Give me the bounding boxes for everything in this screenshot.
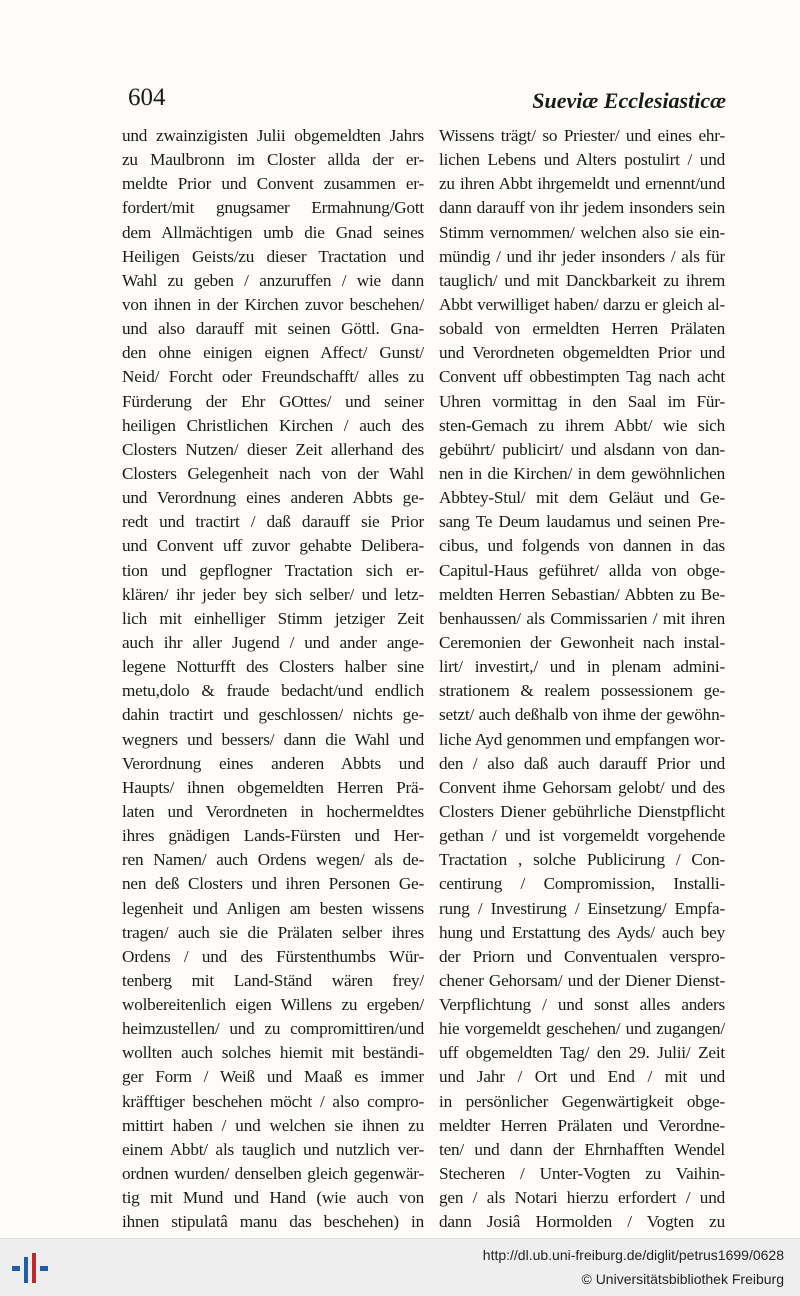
text-line: und Verordneten obgemeldten Prior und — [439, 343, 725, 363]
text-line: heimzustellen/ und zu compromittiren/und — [122, 1019, 424, 1039]
page-header — [120, 84, 730, 120]
text-line: Fürderung der Ehr GOttes/ und seiner — [122, 391, 424, 411]
text-line: chener Gehorsam/ und der Diener Dienst- — [439, 970, 725, 990]
running-title: Sueviæ Ecclesiasticæ — [532, 88, 726, 113]
text-line: Closters Diener gebührliche Dienstpflicht — [439, 801, 725, 821]
text-line: sang Te Deum laudamus und seinen Pre- — [439, 512, 725, 532]
text-line: wolbereitenlich eigen Willens zu ergeben/ — [122, 995, 424, 1015]
text-line: mündig / und ihr jeder insonders / als für — [439, 246, 725, 266]
text-line: Wissens trägt/ so Priester/ und eines ehr- — [439, 126, 725, 145]
text-line: Verpflichtung / und sonst alles anders — [439, 995, 725, 1015]
text-line: nen deß Closters und ihren Personen Ge- — [122, 874, 424, 894]
text-line: den ohne einigen eignen Affect/ Gunst/ — [122, 343, 424, 363]
text-line: Ceremonien der Gewonheit nach instal- — [439, 632, 725, 652]
text-line: strationem & realem possessionem ge- — [439, 681, 725, 701]
text-line: liche Ayd genommen und empfangen wor- — [439, 729, 725, 749]
text-line: dahin tractirt und geschlossen/ nichts ge- — [122, 705, 424, 725]
text-line: dem Allmächtigen umb die Gnad seines — [122, 222, 424, 242]
text-line: uff obgemeldten Tag/ den 29. Julii/ Zeit — [439, 1043, 725, 1063]
text-line: Closters Nutzen/ dieser Zeit allerhand des — [122, 439, 424, 459]
text-line: ger Form / Weiß und Maaß es immer — [122, 1067, 424, 1087]
text-line: cibus, und folgends von dannen in das — [439, 536, 725, 556]
text-line: Convent ihme Gehorsam gelobt/ und des — [439, 777, 725, 797]
text-line: legenheit und Anligen am besten wissens — [122, 898, 424, 918]
text-line: Closters Gelegenheit nach von der Wahl — [122, 463, 424, 483]
text-line: Tractation , solche Publicirung / Con- — [439, 850, 725, 870]
text-line: lirt/ investirt,/ und in plenam admini- — [439, 657, 725, 677]
text-line: Neid/ Forcht oder Freundschafft/ alles zu — [122, 367, 424, 387]
ub-freiburg-logo-icon — [10, 1251, 52, 1287]
text-line: dann darauff von ihr jedem insonders sein — [439, 198, 725, 218]
text-line: Stimm vernommen/ welchen also sie ein- — [439, 222, 725, 242]
text-line: Abbt verwilliget haben/ darzu er gleich al- — [439, 294, 725, 314]
text-line: gethan / und ist vorgemeldt vorgehende — [439, 826, 725, 846]
text-line: den / also daß auch darauff Prior und — [439, 753, 725, 773]
text-line: wollten auch solches hiemit mit beständi- — [122, 1043, 424, 1063]
copyright-notice: © Universitätsbibliothek Freiburg — [581, 1271, 784, 1287]
text-line: meldter Herren Prälaten und Verordne- — [439, 1115, 725, 1135]
text-line: ihres gnädigen Lands-Fürsten und Her- — [122, 826, 424, 846]
viewer-footer — [0, 1238, 800, 1296]
text-line: fordert/mit gnugsamer Ermahnung/Gott — [122, 198, 424, 218]
text-line: Wahl zu geben / anzuruffen / wie dann — [122, 270, 424, 290]
text-line: sten-Gemach zu ihrem Abbt/ wie sich — [439, 415, 725, 435]
text-line: ihnen stipulatâ manu das beschehen) in — [122, 1212, 424, 1232]
right-text-column — [439, 124, 725, 1238]
text-line: Convent uff obbestimpten Tag nach acht — [439, 367, 725, 387]
text-line: ren Namen/ auch Ordens wegen/ als de- — [122, 850, 424, 870]
text-line: lich mit einhelliger Stimm jetziger Zeit — [122, 608, 424, 628]
text-line: zu Maulbronn im Closter allda der er- — [122, 150, 424, 170]
text-line: und Jahr / Ort und End / mit und — [439, 1067, 725, 1087]
text-line: in persönlicher Gegenwärtigkeit obge- — [439, 1091, 725, 1111]
text-line: Verordnung eines anderen Abbts und — [122, 753, 424, 773]
text-line: zu ihren Abbt ihrgemeldt und ernennt/und — [439, 174, 725, 194]
text-line: mittirt haben / und welchen sie ihnen zu — [122, 1115, 424, 1135]
text-line: einem Abbt/ als tauglich und nutzlich ver- — [122, 1139, 424, 1159]
text-line: metu,dolo & fraude bedacht/und endlich — [122, 681, 424, 701]
text-line: Haupts/ ihnen obgemeldten Herren Prä- — [122, 777, 424, 797]
text-line: und also darauff mit seinen Göttl. Gna- — [122, 319, 424, 339]
text-line: wegners und bessers/ dann die Wahl und — [122, 729, 424, 749]
text-line: auch ihr aller Jugend / und ander ange- — [122, 632, 424, 652]
text-line: tig mit Mund und Hand (wie auch von — [122, 1188, 424, 1208]
text-line: legene Notturfft des Closters halber sine — [122, 657, 424, 677]
text-line: klären/ ihr jeder bey sich selber/ und letz- — [122, 584, 424, 604]
page-number: 604 — [128, 84, 166, 111]
text-line: tragen/ auch sie die Prälaten selber ihres — [122, 922, 424, 942]
text-line: centirung / Compromission, Installi- — [439, 874, 725, 894]
text-line: lichen Lebens und Alters postulirt / und — [439, 150, 725, 170]
text-line: gebührt/ publicirt/ und alsdann von dan- — [439, 439, 725, 459]
text-line: tauglich/ und mit Danckbarkeit zu ihrem — [439, 270, 725, 290]
text-line: benhaussen/ als Commissarien / mit ihren — [439, 608, 725, 628]
text-line: und zwainzigisten Julii obgemeldten Jahrs — [122, 126, 424, 145]
text-line: Abbtey-Stul/ mit dem Geläut und Ge- — [439, 488, 725, 508]
text-line: ordnen wurden/ denselben gleich gegenwär- — [122, 1164, 424, 1184]
text-line: von ihnen in der Kirchen zuvor beschehen/ — [122, 294, 424, 314]
text-line: redt und tractirt / daß darauff sie Prior — [122, 512, 424, 532]
text-line: meldte Prior und Convent zusammen er- — [122, 174, 424, 194]
text-line: und Verordnung eines anderen Abbts ge- — [122, 488, 424, 508]
text-line: rung / Investirung / Einsetzung/ Empfa- — [439, 898, 725, 918]
text-line: heiligen Christlichen Kirchen / auch des — [122, 415, 424, 435]
text-line: tion und gepflogner Tractation sich er- — [122, 560, 424, 580]
text-line: meldten Herren Sebastian/ Abbten zu Be- — [439, 584, 725, 604]
text-line: sobald von ermeldten Herren Prälaten — [439, 319, 725, 339]
text-line: ten/ und dann der Ehrnhafften Wendel — [439, 1139, 725, 1159]
text-line: gen / als Notari hierzu erfordert / und — [439, 1188, 725, 1208]
text-line: dann Josiâ Hormolden / Vogten zu — [439, 1212, 725, 1232]
text-line: Heiligen Geists/zu dieser Tractation und — [122, 246, 424, 266]
text-line: und Convent uff zuvor gehabte Delibera- — [122, 536, 424, 556]
text-line: laten und Verordneten in hochermeldtes — [122, 801, 424, 821]
text-line: nen in die Kirchen/ in dem gewöhnlichen — [439, 463, 725, 483]
text-line: hung und Erstattung des Ayds/ auch bey — [439, 922, 725, 942]
left-text-column — [122, 124, 424, 1238]
text-line: kräfftiger beschehen möcht / also compro- — [122, 1091, 424, 1111]
permalink-url[interactable]: http://dl.ub.uni-freiburg.de/diglit/petrus1699/0628 — [482, 1247, 784, 1263]
text-line: setzt/ auch deßhalb von ihme der gewöhn- — [439, 705, 725, 725]
text-line: der Priorn und Conventualen verspro- — [439, 946, 725, 966]
text-line: Capitul-Haus geführet/ allda von obge- — [439, 560, 725, 580]
text-line: tenberg mit Land-Ständ wären frey/ — [122, 970, 424, 990]
text-line: Ordens / und des Fürstenthumbs Wür- — [122, 946, 424, 966]
text-line: Stecheren / Unter-Vogten zu Vaihin- — [439, 1164, 725, 1184]
text-line: hie vorgemeldt geschehen/ und zugangen/ — [439, 1019, 725, 1039]
text-line: Uhren vormittag in den Saal im Für- — [439, 391, 725, 411]
